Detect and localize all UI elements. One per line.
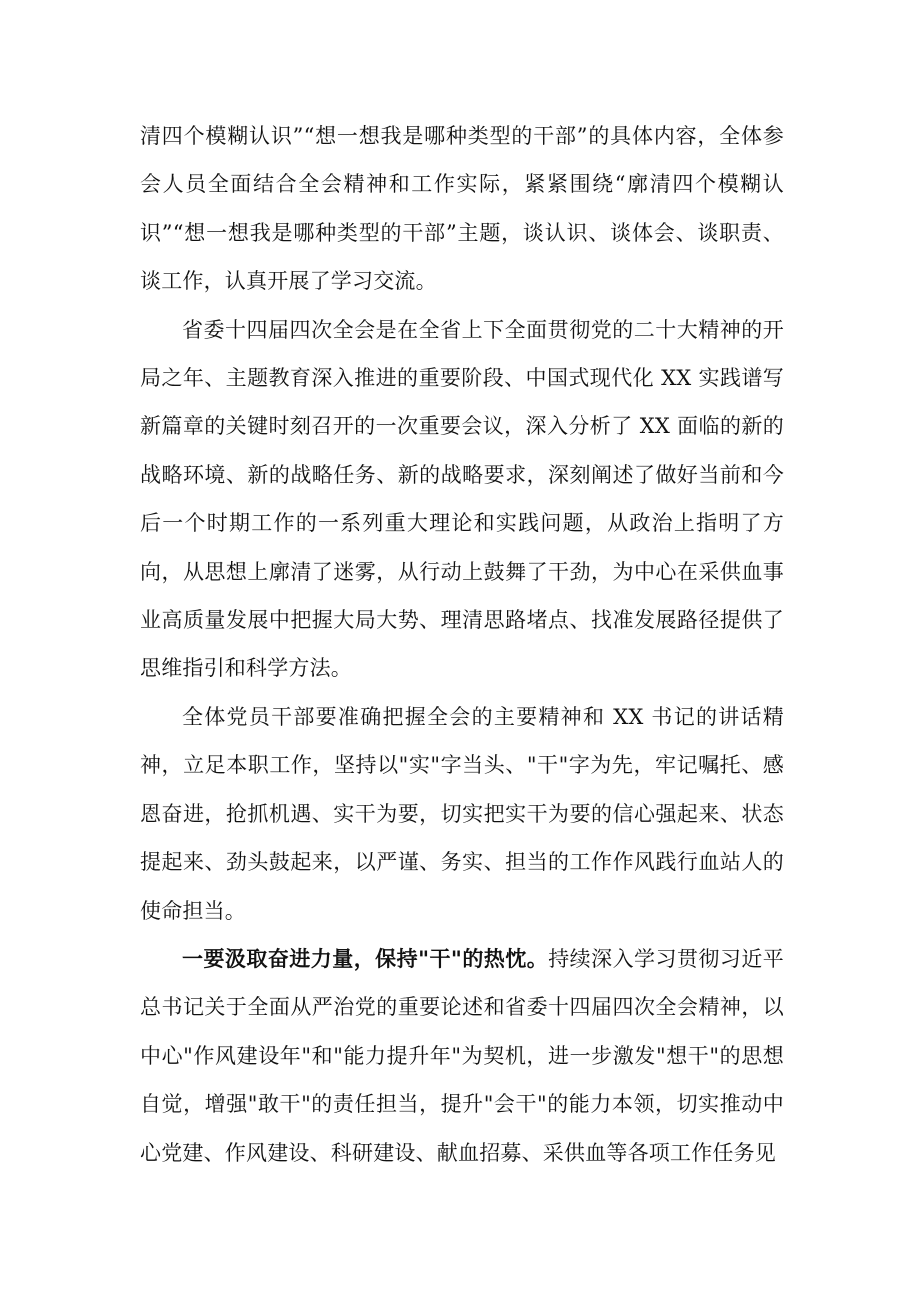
paragraph-party-members: 全体党员干部要准确把握全会的主要精神和 XX 书记的讲话精神，立足本职工作，坚持以"实"字当头、"干"字为先，牢记嘱托、感恩奋进，抢抓机遇、实干为要，切实把实干为要的信心强起来、状态提起来、劲头鼓起来，以严谨、务实、担当的工作作风践行血站人的使命担当。 — [140, 704, 784, 923]
paragraph-first-point — [140, 935, 784, 1177]
paragraph-plenary-session: 省委十四届四次全会是在全省上下全面贯彻党的二十大精神的开局之年、主题教育深入推进的重要阶段、中国式现代化 XX 实践谱写新篇章的关键时刻召开的一次重要会议，深入分析了 XX 面临的新的战略环境、新的战略任务、新的战略要求，深刻阐述了做好当前和今后一个时期工作的一系列重大理论和实践问题，从政治上指明了方向，从思想上廓清了迷雾，从行动上鼓舞了干劲，为中心在采供血事业高质量发展中把握大局大势、理清思路堵点、找准发展路径提供了思维指引和科学方法。 — [140, 317, 784, 681]
paragraph-continuation: 清四个模糊认识”“想一想我是哪种类型的干部”的具体内容，全体参会人员全面结合全会精神和工作实际，紧紧围绕“廓清四个模糊认识”“想一想我是哪种类型的干部”主题，谈认识、谈体会、谈职责、谈工作，认真开展了学习交流。 — [140, 124, 784, 294]
document-body — [140, 112, 784, 1177]
paragraph-body-text: 持续深入学习贯彻习近平总书记关于全面从严治党的重要论述和省委十四届四次全会精神，以中心"作风建设年"和"能力提升年"为契机，进一步激发"想干"的思想自觉，增强"敢干"的责任担当，提升"会干"的能力本领，切实推动中心党建、作风建设、科研建设、献血招募、采供血等各项工作任务见 — [140, 946, 784, 1165]
paragraph-lead-heading: 一要汲取奋进力量，保持"干"的热忱。 — [182, 946, 549, 971]
